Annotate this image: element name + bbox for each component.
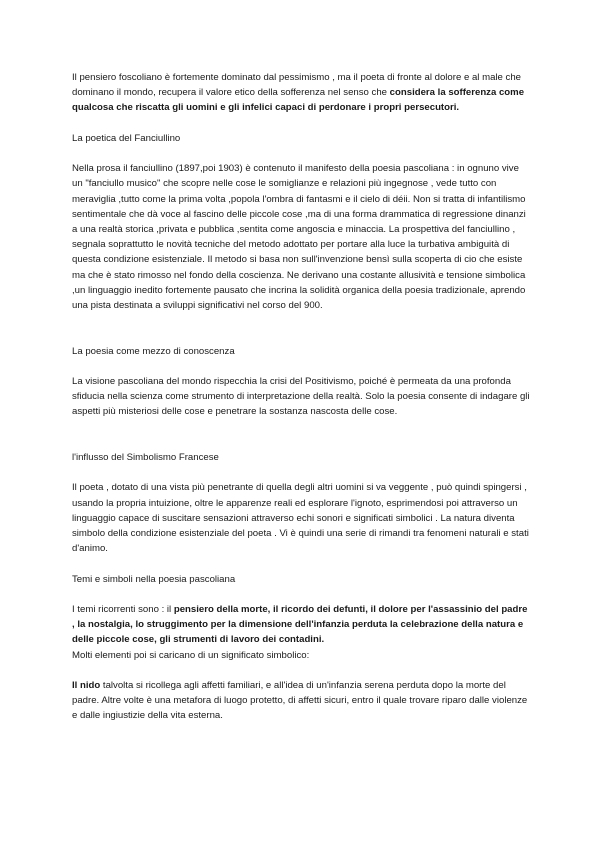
temi-bold-text: pensiero della morte, il ricordo dei defunti, il dolore per l'assassinio del padre , la nostalgia, lo struggimento per la dimensione dell'infanzia perduta la celebrazione della natura e delle piccole cose, gli strumenti di lavoro dei contadini.	[72, 603, 528, 646]
simboli-intro: Molti elementi poi si caricano di un significato simbolico:	[72, 649, 310, 661]
nido-text: talvolta si ricollega agli affetti familiari, e all'idea di un'infanzia serena perduta dopo la morte del padre. Altre volte è una metafora di luogo protetto, di affetti sicuri, entro il quale trovare riparo dalle violenze e dalle ingiustizie della vita esterna.	[72, 679, 528, 722]
temi-text: I temi ricorrenti sono : il	[72, 603, 174, 615]
section-heading-conoscenza: La poesia come mezzo di conoscenza	[72, 345, 235, 357]
intro-paragraph	[72, 70, 532, 116]
section-heading-simbolismo: l'influsso del Simbolismo Francese	[72, 452, 219, 463]
intro-bold-text: considera la sofferenza come qualcosa che riscatta gli uomini e gli infelici capaci di perdonare i propri persecutori.	[72, 87, 525, 114]
section-heading-fanciullino: La poetica del Fanciullino	[72, 132, 181, 144]
nido-bold-text: Il nido	[72, 679, 101, 691]
nido-paragraph	[72, 678, 532, 724]
temi-paragraph	[72, 602, 532, 648]
section-body-simbolismo: Il poeta , dotato di una vista più penetrante di quella degli altri uomini si va veggente , può quindi spingersi , usando la propria intuizione, oltre le apparenze reali ed esplorare l'ignoto, esprimendosi poi attraverso un linguaggio capace di suscitare sensazioni attraverso echi sonori e significati simbolici . La natura diventa simbolo della condizione esistenziale del poeta . Vi è quindi una serie di rimandi tra fenomeni naturali e stati d'animo.	[72, 482, 529, 555]
section-body-conoscenza: La visione pascoliana del mondo rispecchia la crisi del Positivismo, poiché è permeata da una profonda sfiducia nella scienza come strumento di interpretazione della realtà. Solo la poesia consente di indagare gli aspetti più misteriosi delle cose e penetrare la sostanza nascosta delle cose.	[72, 376, 530, 418]
intro-text: Il pensiero foscoliano è fortemente dominato dal pessimismo , ma il poeta di fronte al dolore e al male che dominano il mondo, recupera il valore etico della sofferenza nel senso che	[72, 72, 522, 99]
section-heading-temi: Temi e simboli nella poesia pascoliana	[72, 573, 236, 585]
document-content	[72, 70, 532, 724]
section-body-fanciullino: Nella prosa il fanciullino (1897,poi 1903) è contenuto il manifesto della poesia pascoliana : in ognuno vive un "fanciullo musico" che scopre nelle cose le somiglianze e relazioni più ingegnose , vede tutto con meraviglia ,tutto come la prima volta ,popola l'ombra di fantasmi e il cielo di déii. Non si tratta di infantilismo sentimentale che dà voce al fascino delle piccole cose ,ma di una forma drammatica di regressione dinanzi a una realtà storica ,privata e pubblica ,sentita come angoscia e minaccia. La prospettiva del fanciullino , segnala soprattutto le novità tecniche del metodo adottato per portare alla luce la turbativa ambiguità di questa condizione esistenziale. Il metodo si basa non sull'invenzione bensì sulla scoperta di cio che esiste ma che è stato rimosso nel fondo della coscienza. Ne derivano una costante allusività e tensione simbolica ,un linguaggio inedito fortemente pausato che incrina la solidità organica della poesia tradizionale, aprendo una pista destinata a sviluppi significativi nel corso del 900.	[72, 163, 526, 312]
